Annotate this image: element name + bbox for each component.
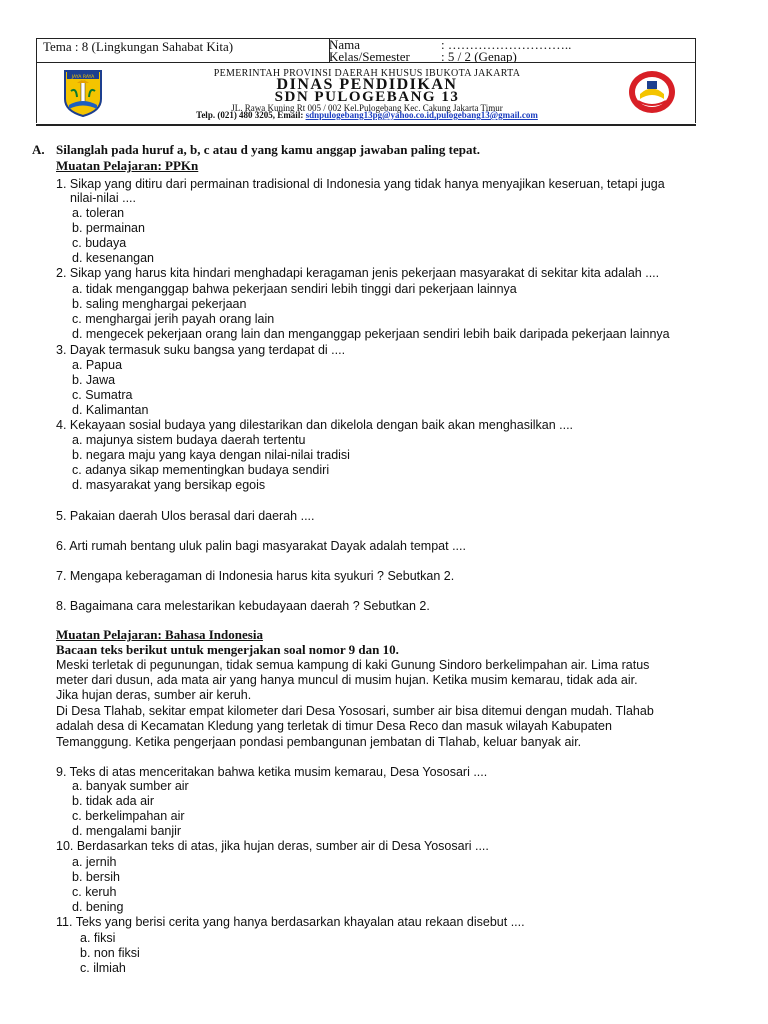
passage-line-2: meter dari dusun, ada mata air yang hanya muncul di musim hujan. Ketika musim kemarau, tidak ada air. <box>56 673 638 687</box>
emblem-text: JAYA RAYA <box>71 74 95 80</box>
option-2a[interactable]: a. tidak menganggap bahwa pekerjaan sendiri lebih tinggi dari pekerjaan lainnya <box>72 282 517 296</box>
class-value: : 5 / 2 (Genap) <box>441 49 517 63</box>
option-4c[interactable]: c. adanya sikap mementingkan budaya sendiri <box>72 463 330 477</box>
school-letterhead <box>36 62 696 123</box>
option-2c[interactable]: c. menghargai jerih payah orang lain <box>72 312 275 326</box>
passage-line-4: Di Desa Tlahab, sekitar empat kilometer dari Desa Yososari, sumber air bisa ditemui dengan mudah. Tlahab <box>56 704 654 718</box>
option-4b[interactable]: b. negara maju yang kaya dengan nilai-nilai tradisi <box>72 448 350 462</box>
question-5: 5. Pakaian daerah Ulos berasal dari daerah .... <box>56 509 315 523</box>
contact-phone: Telp. (021) 480 3205, Email: <box>196 110 306 120</box>
question-7: 7. Mengapa keberagaman di Indonesia harus kita syukuri ? Sebutkan 2. <box>56 569 455 583</box>
subject-heading-ppkn <box>56 159 198 173</box>
option-3a[interactable]: a. Papua <box>72 358 123 372</box>
passage-line-6: Temanggung. Ketika pengerjaan pondasi pembangunan jembatan di Tlahab, keluar banyak air. <box>56 735 582 749</box>
school-contact <box>117 110 617 120</box>
contact-email-link[interactable]: sdnpulogebang13pg@yahoo.co.id,pulogebang13@gmail.com <box>305 110 538 120</box>
option-10c[interactable]: c. keruh <box>72 885 117 899</box>
option-1d[interactable]: d. kesenangan <box>72 251 155 265</box>
option-9a[interactable]: a. banyak sumber air <box>72 779 189 793</box>
option-11c[interactable]: c. ilmiah <box>80 961 126 975</box>
question-2: 2. Sikap yang harus kita hindari menghadapi keragaman jenis pekerjaan masyarakat di sekitar kita adalah .... <box>56 266 660 280</box>
option-11a[interactable]: a. fiksi <box>80 931 116 945</box>
subject-heading-text: Muatan Pelajaran: PPKn <box>56 158 199 173</box>
option-10a[interactable]: a. jernih <box>72 855 117 869</box>
section-marker: A. <box>32 142 45 157</box>
question-10: 10. Berdasarkan teks di atas, jika hujan deras, sumber air di Desa Yososari .... <box>56 839 489 853</box>
agency-title: DINAS PENDIDIKAN <box>276 76 458 93</box>
option-1b[interactable]: b. permainan <box>72 221 145 235</box>
gov-line: PEMERINTAH PROVINSI DAERAH KHUSUS IBUKOTA JAKARTA <box>213 68 521 79</box>
jakarta-emblem-icon <box>63 69 103 117</box>
option-10b[interactable]: b. bersih <box>72 870 120 884</box>
option-10d[interactable]: d. bening <box>72 900 124 914</box>
question-4: 4. Kekayaan sosial budaya yang dilestarikan dan dikelola dengan baik akan menghasilkan .... <box>56 418 574 432</box>
passage-line-5: adalah desa di Kecamatan Kledung yang terletak di timur Desa Reco dan masuk wilayah Kabupaten <box>56 719 612 733</box>
option-2d[interactable]: d. mengecek pekerjaan orang lain dan menganggap pekerjaan sendiri lebih baik daripada pekerjaan lainnya <box>72 327 670 341</box>
option-9c[interactable]: c. berkelimpahan air <box>72 809 185 823</box>
passage-line-3: Jika hujan deras, sumber air keruh. <box>56 688 252 702</box>
question-6: 6. Arti rumah bentang uluk palin bagi masyarakat Dayak adalah tempat .... <box>56 539 466 553</box>
question-11: 11. Teks yang berisi cerita yang hanya berdasarkan khayalan atau rekaan disebut .... <box>56 915 525 929</box>
letterhead-divider <box>36 124 696 126</box>
option-1c[interactable]: c. budaya <box>72 236 127 250</box>
question-9: 9. Teks di atas menceritakan bahwa ketika musim kemarau, Desa Yososari .... <box>56 765 488 779</box>
option-11b[interactable]: b. non fiksi <box>80 946 140 960</box>
school-name: SDN PULOGEBANG 13 <box>274 89 460 105</box>
school-address: JL. Rawa Kuning Rt 005 / 002 Kel.Pulogebang Kec. Cakung Jakarta Timur <box>231 103 503 113</box>
student-fields <box>329 39 571 63</box>
reading-instruction: Bacaan teks berikut untuk mengerjakan soal nomor 9 dan 10. <box>56 642 399 657</box>
subject-heading-bahasa <box>56 628 263 642</box>
question-8: 8. Bagaimana cara melestarikan kebudayaan daerah ? Sebutkan 2. <box>56 599 430 613</box>
subject-heading-bahasa-text: Muatan Pelajaran: Bahasa Indonesia <box>56 627 263 642</box>
option-4d[interactable]: d. masyarakat yang bersikap egois <box>72 478 266 492</box>
passage-line-1: Meski terletak di pegunungan, tidak semua kampung di kaki Gunung Sindoro berkelimpahan air. Lima ratus <box>56 658 650 672</box>
option-3d[interactable]: d. Kalimantan <box>72 403 149 417</box>
name-value: : ……………………….. <box>441 38 572 52</box>
option-4a[interactable]: a. majunya sistem budaya daerah tertentu <box>72 433 306 447</box>
option-9b[interactable]: b. tidak ada air <box>72 794 154 808</box>
question-3: 3. Dayak termasuk suku bangsa yang terdapat di .... <box>56 343 346 357</box>
option-3c[interactable]: c. Sumatra <box>72 388 133 402</box>
student-info-box <box>36 38 696 63</box>
section-instruction: Silanglah pada huruf a, b, c atau d yang kamu anggap jawaban paling tepat. <box>56 142 481 157</box>
theme-label: Tema : 8 (Lingkungan Sahabat Kita) <box>37 39 330 63</box>
question-1-cont: nilai-nilai .... <box>70 191 136 205</box>
option-3b[interactable]: b. Jawa <box>72 373 116 387</box>
class-label: Kelas/Semester <box>329 49 410 63</box>
school-logo-icon <box>628 69 676 115</box>
question-1: 1. Sikap yang ditiru dari permainan tradisional di Indonesia yang tidak hanya menyajikan keseruan, tetapi juga <box>56 177 665 191</box>
option-2b[interactable]: b. saling menghargai pekerjaan <box>72 297 247 311</box>
option-9d[interactable]: d. mengalami banjir <box>72 824 182 838</box>
name-label: Nama <box>329 38 361 52</box>
option-1a[interactable]: a. toleran <box>72 206 125 220</box>
